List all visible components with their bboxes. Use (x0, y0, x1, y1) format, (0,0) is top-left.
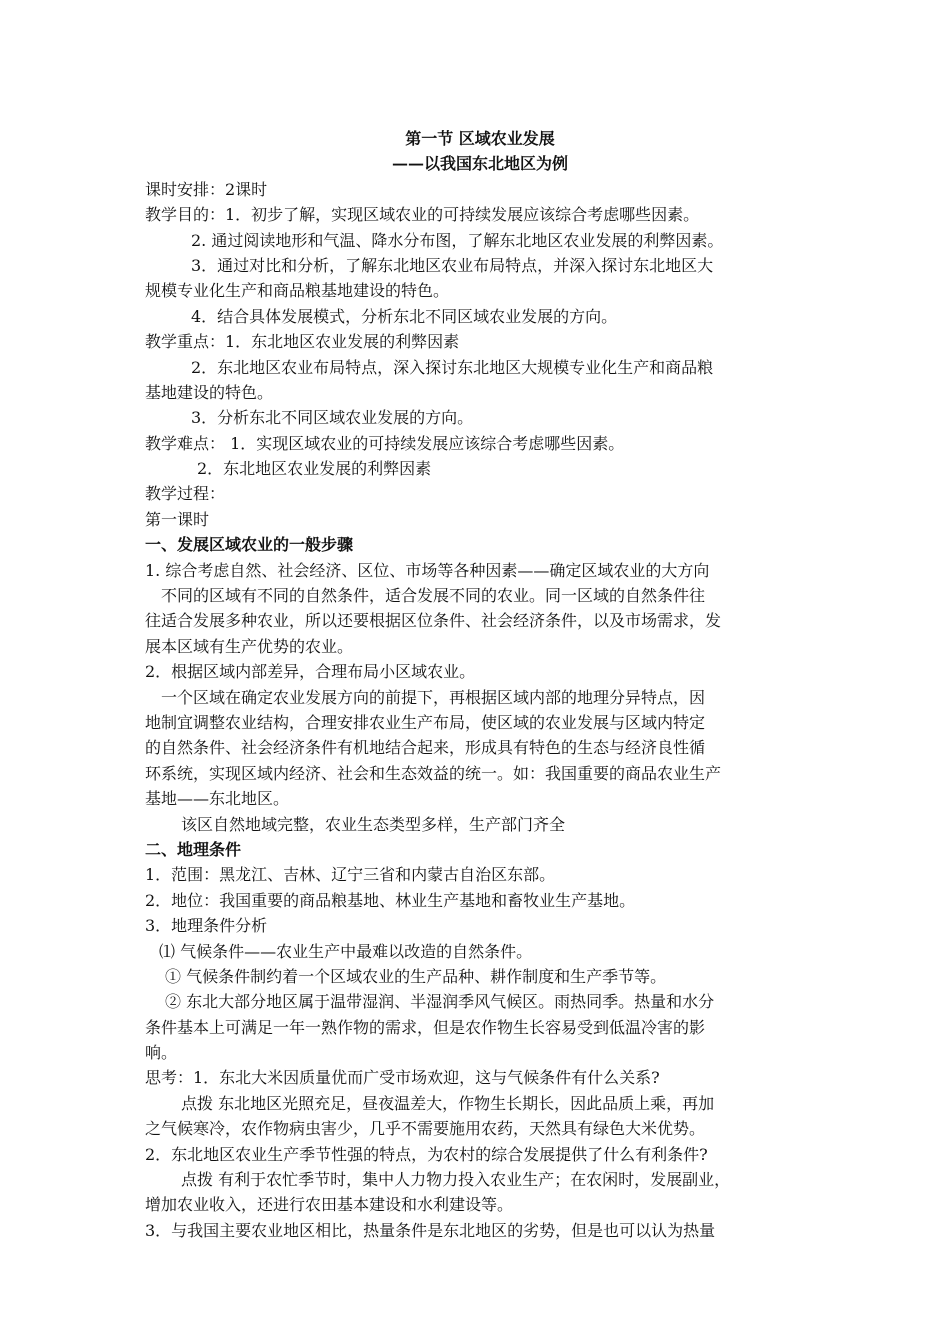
text-line: 第一课时 (145, 509, 210, 529)
text-line: 往适合发展多种农业，所以还要根据区位条件、社会经济条件，以及市场需求，发 (145, 611, 722, 631)
text-line: 基地建设的特色。 (145, 382, 274, 402)
text-line: 3．通过对比和分析，了解东北地区农业布局特点，并深入探讨东北地区大 (191, 255, 714, 275)
text-line: ⑴ 气候条件——农业生产中最难以改造的自然条件。 (159, 941, 533, 961)
text-line: 教学重点：1．东北地区农业发展的利弊因素 (145, 332, 460, 352)
text-line: 思考：1．东北大米因质量优而广受市场欢迎，这与气候条件有什么关系? (145, 1068, 660, 1088)
text-line: 响。 (145, 1043, 178, 1063)
text-line: 1. 综合考虑自然、社会经济、区位、市场等各种因素——确定区域农业的大方向 (145, 560, 710, 580)
document-subtitle: ——以我国东北地区为例 (391, 154, 568, 174)
text-line: 3．地理条件分析 (145, 916, 268, 936)
text-line: 4．结合具体发展模式，分析东北不同区域农业发展的方向。 (191, 306, 618, 326)
text-line: 2．东北地区农业生产季节性强的特点，为农村的综合发展提供了什么有利条件? (145, 1144, 708, 1164)
text-line: 教学目的：1．初步了解，实现区域农业的可持续发展应该综合考虑哪些因素。 (145, 205, 700, 225)
text-line: 教学过程： (145, 484, 226, 504)
text-line: ① 气候条件制约着一个区域农业的生产品种、耕作制度和生产季节等。 (165, 966, 667, 986)
text-line: 课时安排：2课时 (145, 179, 268, 199)
text-line: 地制宜调整农业结构，合理安排农业生产布局，使区域的农业发展与区域内特定 (145, 712, 706, 732)
text-line: 点拨 有利于农忙季节时，集中人力物力投入农业生产；在农闲时，发展副业， (181, 1170, 731, 1190)
text-line: 规模专业化生产和商品粮基地建设的特色。 (145, 281, 450, 301)
text-line: 条件基本上可满足一年一熟作物的需求，但是农作物生长容易受到低温冷害的影 (145, 1017, 706, 1037)
text-line: 一个区域在确定农业发展方向的前提下，再根据区域内部的地理分异特点，因 (161, 687, 706, 707)
text-line: 2．东北地区农业布局特点，深入探讨东北地区大规模专业化生产和商品粮 (191, 357, 714, 377)
section-heading: 二、地理条件 (145, 839, 242, 859)
text-line: 3．与我国主要农业地区相比，热量条件是东北地区的劣势，但是也可以认为热量 (145, 1220, 716, 1240)
section-heading: 一、发展区域农业的一般步骤 (145, 535, 354, 555)
text-line: 2．东北地区农业发展的利弊因素 (197, 459, 432, 479)
text-line: 不同的区域有不同的自然条件，适合发展不同的农业。同一区域的自然条件往 (161, 586, 706, 606)
text-line: 2．根据区域内部差异，合理布局小区域农业。 (145, 662, 476, 682)
document-title: 第一节 区域农业发展 (405, 129, 555, 148)
text-line: 该区自然地域完整，农业生态类型多样，生产部门齐全 (181, 814, 566, 834)
text-line: 的自然条件、社会经济条件有机地结合起来，形成具有特色的生态与经济良性循 (145, 738, 706, 758)
text-line: 展本区域有生产优势的农业。 (145, 636, 354, 656)
text-line: 点拨 东北地区光照充足，昼夜温差大，作物生长期长，因此品质上乘，再加 (181, 1093, 715, 1113)
text-line: 环系统，实现区域内经济、社会和生态效益的统一。如：我国重要的商品农业生产 (145, 763, 722, 783)
text-lines (145, 177, 815, 1243)
text-line: 基地——东北地区。 (145, 789, 290, 809)
text-line: 2. 通过阅读地形和气温、降水分布图，了解东北地区农业发展的利弊因素。 (191, 230, 724, 250)
text-line: 1．范围：黑龙江、吉林、辽宁三省和内蒙古自治区东部。 (145, 865, 556, 885)
text-line: 之气候寒冷，农作物病虫害少，几乎不需要施用农药，天然具有绿色大米优势。 (145, 1119, 706, 1139)
text-line: 教学难点： 1．实现区域农业的可持续发展应该综合考虑哪些因素。 (145, 433, 625, 453)
text-line: 增加农业收入，还进行农田基本建设和水利建设等。 (145, 1195, 514, 1215)
document-body (145, 126, 815, 1243)
text-line: 2．地位：我国重要的商品粮基地、林业生产基地和畜牧业生产基地。 (145, 890, 636, 910)
text-line: ② 东北大部分地区属于温带湿润、半湿润季风气候区。雨热同季。热量和水分 (165, 992, 715, 1012)
text-line: 3．分析东北不同区域农业发展的方向。 (191, 408, 474, 428)
